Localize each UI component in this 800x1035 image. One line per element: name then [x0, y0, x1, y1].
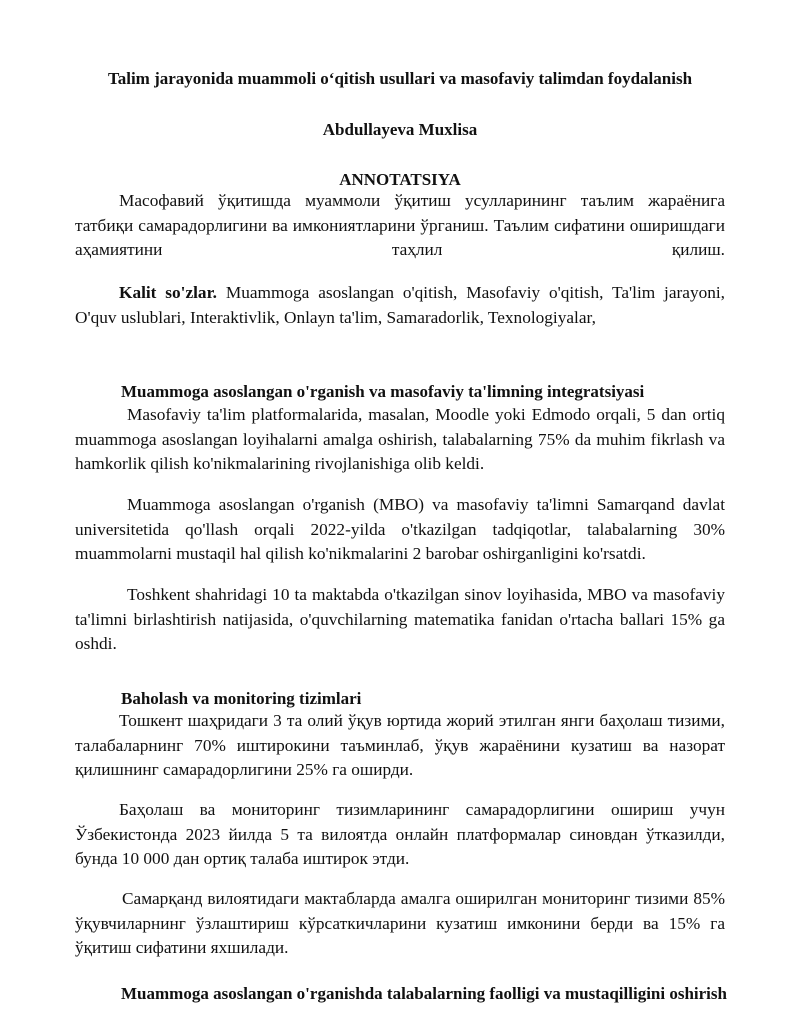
section-paragraph: Toshkent shahridagi 10 ta maktabda o'tkazilgan sinov loyihasida, MBO va masofaviy ta'limni birlashtirish natijasida, o'quvchilarning matematika fanidan o'rtacha ballari 15% ga oshdi. — [75, 585, 725, 653]
section-paragraph: Тошкент шаҳридаги 3 та олий ўқув юртида жорий этилган янги баҳолаш тизими, талабаларнинг 70% иштирокини таъминлаб, ўқув жараёнини кузатиш ва назорат қилишнинг самарадорлигини 25% га оширди. — [75, 711, 725, 779]
document-title: Talim jarayonida muammoli o‘qitish usullari va masofaviy talimdan foydalanish — [107, 69, 693, 88]
section-heading: Muammoga asoslangan o'rganish va masofaviy ta'limning integratsiyasi — [121, 382, 645, 401]
section-paragraph: Masofaviy ta'lim platformalarida, masalan, Moodle yoki Edmodo orqali, 5 dan ortiq muammoga asoslangan loyihalarni amalga oshirish, talabalarning 75% da muhim fikrlash va hamkorlik qilish ko'nikmalarining rivojlanishiga olib keldi. — [75, 405, 725, 473]
section-heading: Baholash va monitoring tizimlari — [121, 689, 362, 708]
section-paragraph: Баҳолаш ва мониторинг тизимларининг самарадорлигини ошириш учун Ўзбекистонда 2023 йилда 5 та вилоятда онлайн платформалар синовдан ўтказилди, бунда 10 000 дан ортиқ талаба иштирок этди. — [75, 800, 725, 868]
keywords-text: Muammoga asoslangan o'qitish, Masofaviy o'qitish, Ta'lim jarayoni, O'quv uslublari, Interaktivlik, Onlayn ta'lim, Samaradorlik, Texnologiyalar, — [75, 283, 725, 327]
section-paragraph: Muammoga asoslangan o'rganish (MBO) va masofaviy ta'limni Samarqand davlat universitetida qo'llash orqali 2022-yilda o'tkazilgan tadqiqotlar, talabalarning 30% muammolarni mustaqil hal qilish ko'nikmalarini 2 barobar oshirganligini ko'rsatdi. — [75, 495, 725, 563]
author-name: Abdullayeva Muxlisa — [322, 120, 478, 139]
annotation-heading: ANNOTATSIYA — [339, 170, 461, 189]
section-paragraph: Самарқанд вилоятидаги мактабларда амалга оширилган мониторинг тизими 85% ўқувчиларнинг ўзлаштириш кўрсаткичларини кузатиш имконини берди ва 15% га ўқитиш сифатини яхшилади. — [75, 889, 725, 957]
section-heading: Muammoga asoslangan o'rganishda talabalarning faolligi va mustaqilligini oshirish — [121, 984, 727, 1003]
annotation-paragraph: Масофавий ўқитишда муаммоли ўқитиш усулларининг таълим жараёнига татбиқи самарадорлигини ва имкониятларини ўрганиш. Таълим сифатини оширишдаги аҳамиятини таҳлил қилиш. — [75, 191, 725, 259]
keywords-label: Kalit so'zlar. — [119, 283, 217, 302]
keywords-paragraph — [75, 281, 725, 330]
